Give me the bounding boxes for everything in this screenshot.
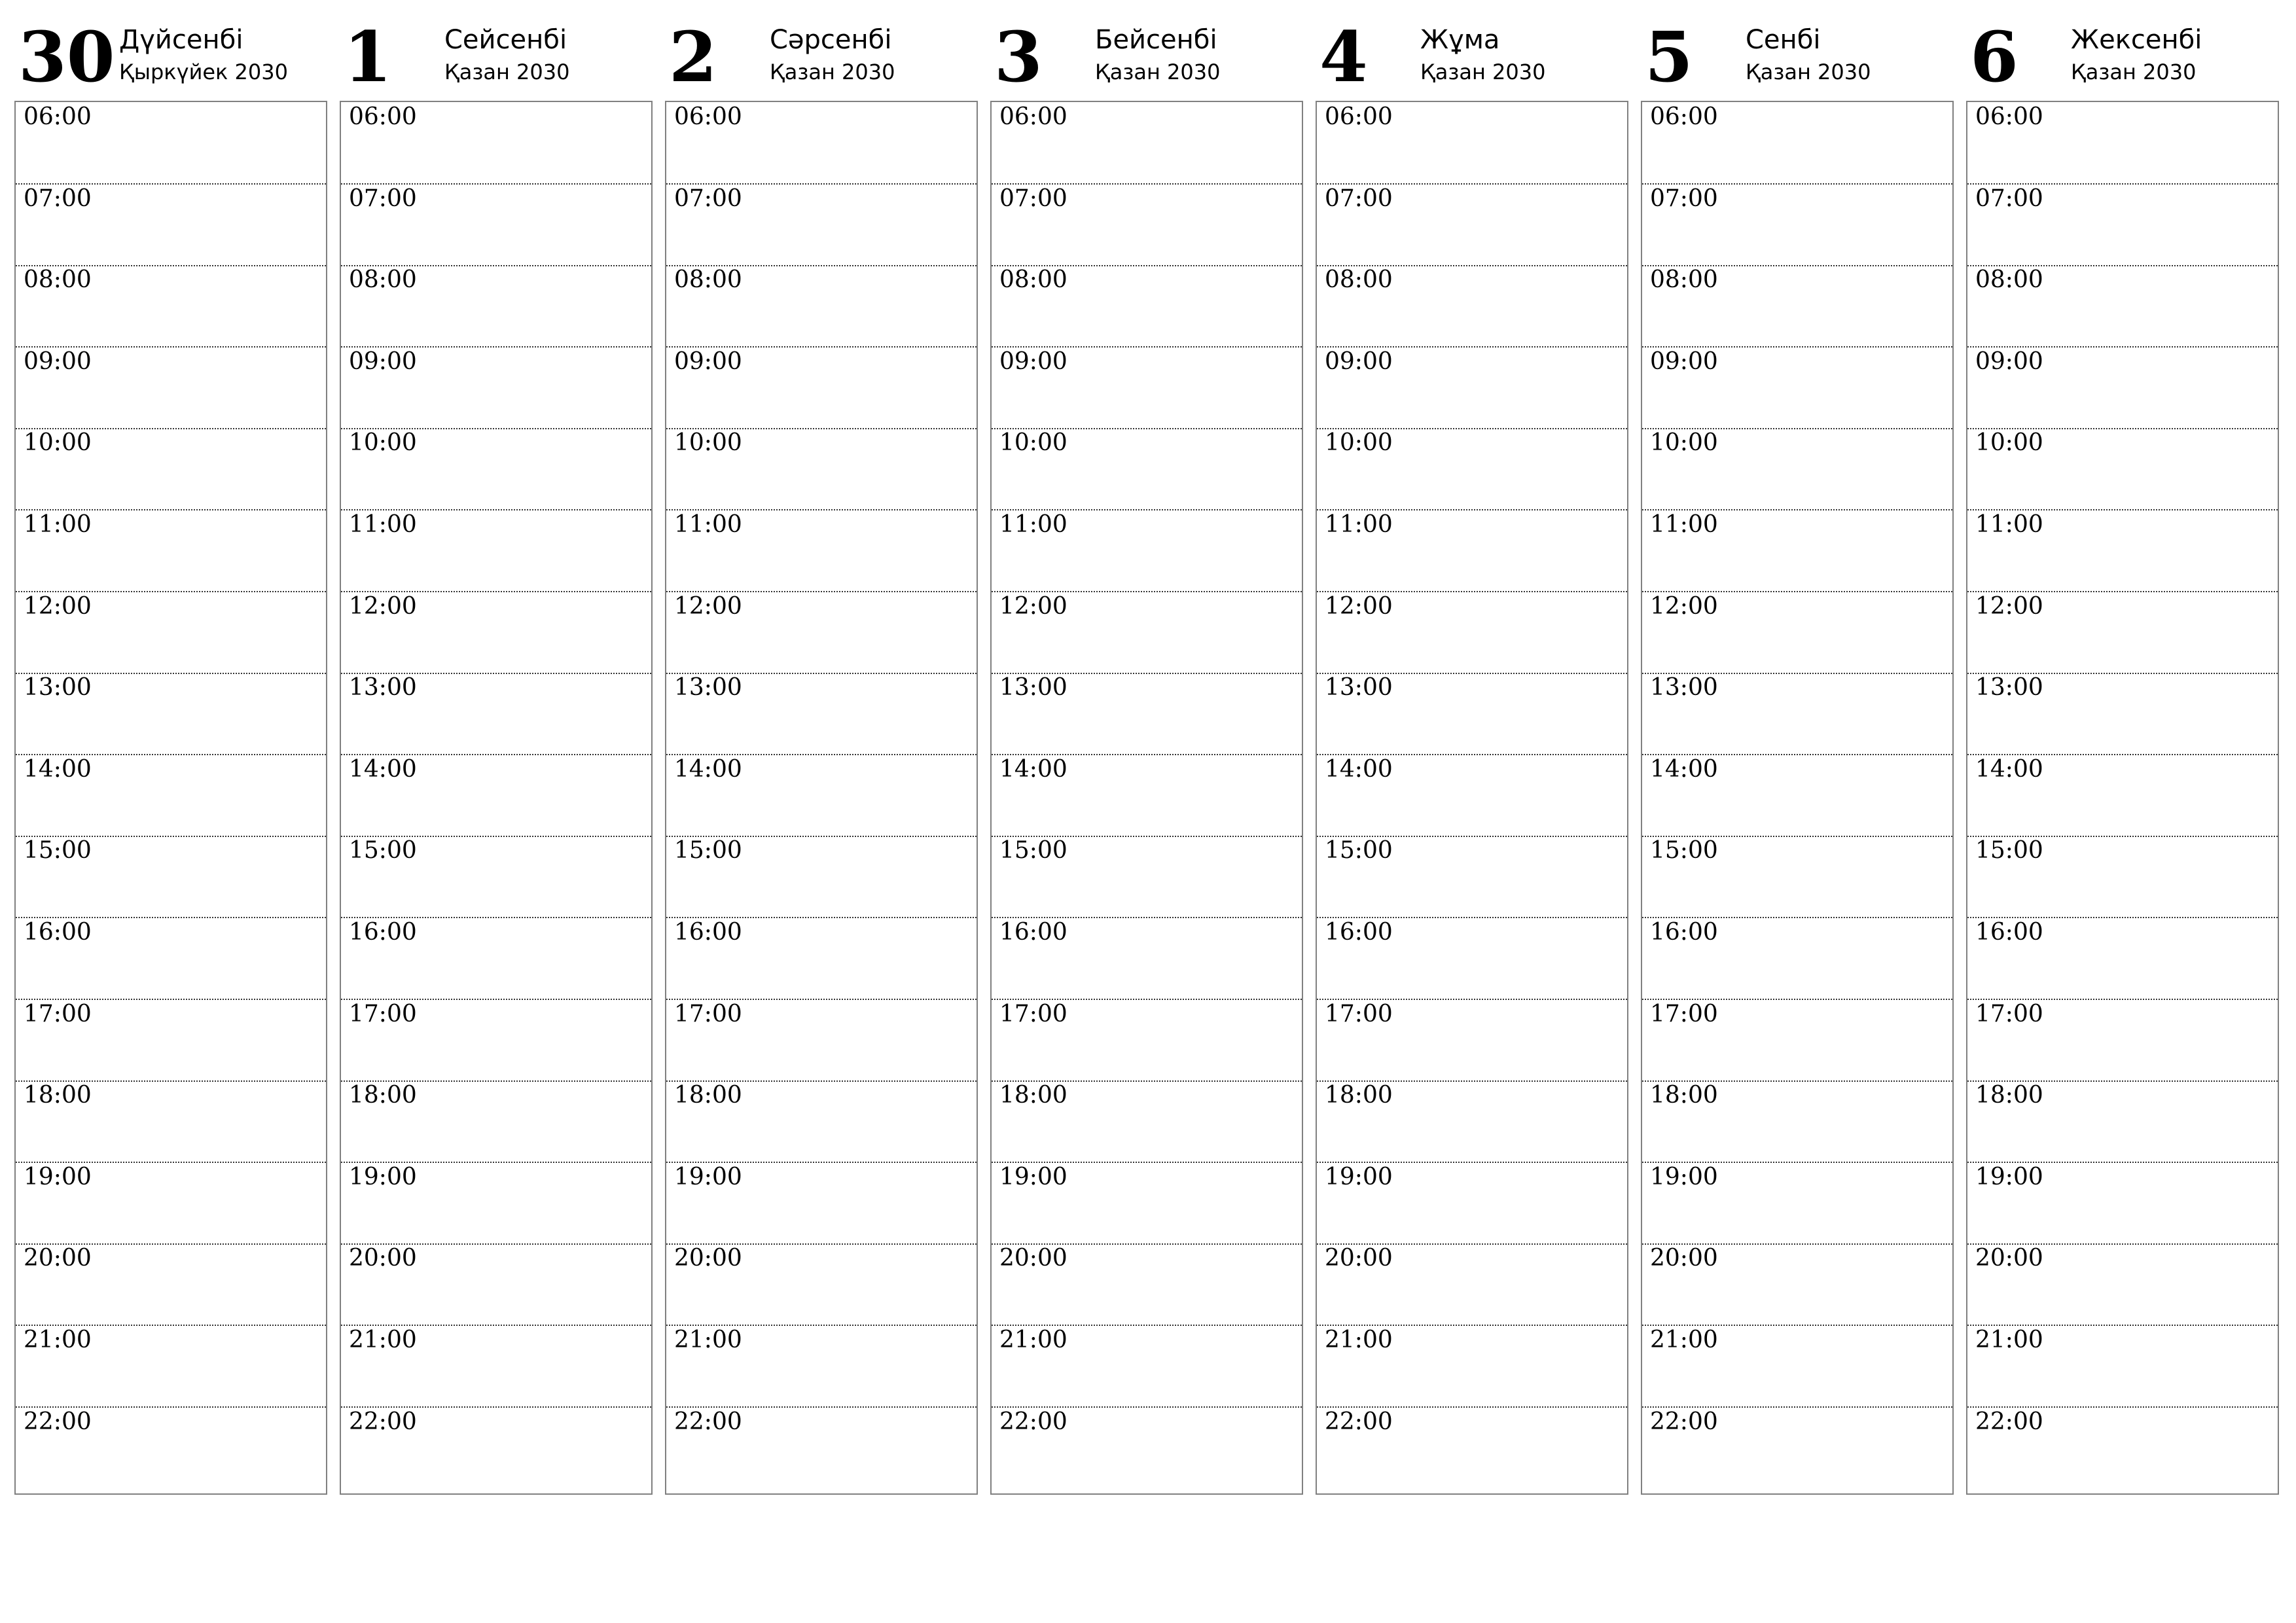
time-slot[interactable]: [1967, 673, 2278, 755]
time-slot[interactable]: [666, 836, 977, 918]
time-label: 06:00: [349, 103, 417, 130]
time-label: 07:00: [674, 185, 742, 212]
time-slot[interactable]: [1317, 592, 1627, 674]
time-label: 13:00: [24, 674, 92, 702]
time-label: 16:00: [24, 919, 92, 946]
time-slot[interactable]: [666, 347, 977, 429]
time-label: 16:00: [1650, 919, 1718, 946]
time-label: 06:00: [674, 103, 742, 130]
time-slot[interactable]: [992, 347, 1302, 429]
time-slot[interactable]: [341, 592, 651, 674]
time-slot[interactable]: [341, 999, 651, 1082]
time-label: 13:00: [999, 674, 1067, 702]
day-month-year: Қазан 2030: [2071, 60, 2197, 84]
time-label: 14:00: [1650, 755, 1718, 783]
time-slot[interactable]: [992, 836, 1302, 918]
time-slot[interactable]: [992, 1325, 1302, 1408]
time-label: 13:00: [1650, 674, 1718, 702]
time-label: 12:00: [1975, 592, 2043, 620]
time-label: 12:00: [349, 592, 417, 620]
time-label: 12:00: [674, 592, 742, 620]
time-label: 20:00: [349, 1245, 417, 1272]
time-label: 18:00: [24, 1082, 92, 1109]
time-label: 10:00: [999, 429, 1067, 457]
time-label: 09:00: [674, 348, 742, 375]
day-month-year: Қазан 2030: [1420, 60, 1546, 84]
time-slot[interactable]: [992, 102, 1302, 185]
day-name: Сенбі: [1746, 25, 1821, 55]
time-slot[interactable]: [341, 428, 651, 510]
time-label: 17:00: [1325, 1000, 1393, 1027]
time-label: 10:00: [349, 429, 417, 457]
time-label: 17:00: [999, 1000, 1067, 1027]
time-slot[interactable]: [1967, 755, 2278, 837]
time-slot[interactable]: [1642, 836, 1952, 918]
time-label: 19:00: [349, 1163, 417, 1190]
time-label: 21:00: [999, 1327, 1067, 1353]
day-number: 2: [669, 16, 717, 98]
time-slot[interactable]: [1317, 265, 1627, 348]
time-label: 15:00: [1325, 837, 1393, 865]
time-slot[interactable]: [16, 510, 326, 592]
time-slot[interactable]: [1317, 1162, 1627, 1245]
time-slot[interactable]: [992, 918, 1302, 1000]
time-slot[interactable]: [1317, 184, 1627, 266]
time-label: 09:00: [1975, 348, 2043, 375]
time-label: 09:00: [1325, 348, 1393, 375]
day-column: [665, 0, 978, 1499]
time-label: 21:00: [1325, 1327, 1393, 1353]
time-slot[interactable]: [992, 1080, 1302, 1163]
day-schedule-box[interactable]: [1966, 101, 2279, 1495]
time-label: 10:00: [24, 429, 92, 457]
time-slot[interactable]: [16, 265, 326, 348]
time-label: 11:00: [1325, 511, 1393, 538]
day-schedule-box[interactable]: [1641, 101, 1954, 1495]
time-label: 07:00: [1325, 185, 1393, 212]
time-slot[interactable]: [16, 836, 326, 918]
time-slot[interactable]: [1317, 999, 1627, 1082]
time-slot[interactable]: [1967, 428, 2278, 510]
day-header: [665, 0, 978, 101]
time-label: 20:00: [1325, 1245, 1393, 1272]
time-label: 17:00: [1650, 1000, 1718, 1027]
time-slot[interactable]: [341, 673, 651, 755]
time-label: 15:00: [999, 837, 1067, 865]
time-label: 06:00: [1650, 103, 1718, 130]
time-label: 22:00: [1325, 1408, 1393, 1435]
time-label: 17:00: [24, 1000, 92, 1027]
time-label: 18:00: [1650, 1082, 1718, 1109]
time-label: 12:00: [24, 592, 92, 620]
time-label: 19:00: [1325, 1163, 1393, 1190]
time-label: 22:00: [24, 1408, 92, 1435]
time-label: 19:00: [674, 1163, 742, 1190]
day-number: 4: [1319, 16, 1368, 98]
time-label: 07:00: [999, 185, 1067, 212]
time-label: 17:00: [349, 1000, 417, 1027]
time-slot[interactable]: [1317, 1325, 1627, 1408]
time-label: 10:00: [1650, 429, 1718, 457]
weekly-planner: [14, 0, 2292, 1505]
time-slot[interactable]: [1967, 184, 2278, 266]
time-slot[interactable]: [1642, 510, 1952, 592]
time-slot[interactable]: [1967, 1080, 2278, 1163]
day-name: Жексенбі: [2071, 25, 2202, 55]
day-number: 5: [1645, 16, 1693, 98]
time-slot[interactable]: [1967, 836, 2278, 918]
time-slot[interactable]: [16, 918, 326, 1000]
time-slot[interactable]: [16, 184, 326, 266]
time-slot[interactable]: [992, 673, 1302, 755]
day-header: [340, 0, 653, 101]
time-slot[interactable]: [341, 347, 651, 429]
time-slot[interactable]: [1642, 102, 1952, 185]
time-label: 21:00: [674, 1327, 742, 1353]
time-slot[interactable]: [1317, 1080, 1627, 1163]
time-label: 20:00: [674, 1245, 742, 1272]
time-label: 06:00: [999, 103, 1067, 130]
time-slot[interactable]: [16, 592, 326, 674]
time-label: 08:00: [24, 266, 92, 294]
time-slot[interactable]: [1967, 1243, 2278, 1326]
time-slot[interactable]: [16, 999, 326, 1082]
day-number: 6: [1970, 16, 2018, 98]
day-name: Сейсенбі: [444, 25, 567, 55]
time-slot[interactable]: [1967, 347, 2278, 429]
time-slot[interactable]: [666, 755, 977, 837]
day-month-year: Қазан 2030: [1746, 60, 1871, 84]
time-label: 14:00: [999, 755, 1067, 783]
time-slot[interactable]: [16, 1080, 326, 1163]
day-schedule-box[interactable]: [990, 101, 1303, 1495]
time-slot[interactable]: [16, 673, 326, 755]
time-slot[interactable]: [666, 1325, 977, 1408]
time-label: 09:00: [24, 348, 92, 375]
day-column: [1966, 0, 2279, 1499]
day-header: [1316, 0, 1628, 101]
time-slot[interactable]: [992, 1162, 1302, 1245]
time-slot[interactable]: [1317, 428, 1627, 510]
time-slot[interactable]: [1642, 755, 1952, 837]
day-name: Сәрсенбі: [770, 25, 892, 55]
time-label: 22:00: [674, 1408, 742, 1435]
time-slot[interactable]: [666, 1407, 977, 1488]
time-slot[interactable]: [992, 510, 1302, 592]
time-slot[interactable]: [16, 347, 326, 429]
time-label: 14:00: [1325, 755, 1393, 783]
time-label: 17:00: [674, 1000, 742, 1027]
time-slot[interactable]: [16, 428, 326, 510]
day-month-year: Қыркүйек 2030: [119, 60, 288, 84]
time-label: 20:00: [1650, 1245, 1718, 1272]
time-slot[interactable]: [341, 1080, 651, 1163]
time-slot[interactable]: [1642, 1162, 1952, 1245]
day-column: [1316, 0, 1628, 1499]
time-slot[interactable]: [16, 1325, 326, 1408]
time-label: 16:00: [999, 919, 1067, 946]
day-header: [1641, 0, 1954, 101]
time-slot[interactable]: [1967, 265, 2278, 348]
time-label: 08:00: [349, 266, 417, 294]
time-label: 21:00: [349, 1327, 417, 1353]
time-label: 08:00: [1975, 266, 2043, 294]
time-slot[interactable]: [1642, 1407, 1952, 1488]
time-label: 21:00: [1650, 1327, 1718, 1353]
time-label: 18:00: [1325, 1082, 1393, 1109]
day-number: 3: [994, 16, 1043, 98]
time-slot[interactable]: [1317, 1243, 1627, 1326]
time-slot[interactable]: [666, 1162, 977, 1245]
time-slot[interactable]: [666, 592, 977, 674]
day-name: Жұма: [1420, 25, 1500, 55]
time-label: 07:00: [1975, 185, 2043, 212]
time-slot[interactable]: [1642, 673, 1952, 755]
time-label: 08:00: [999, 266, 1067, 294]
time-slot[interactable]: [1317, 510, 1627, 592]
day-column: [14, 0, 327, 1499]
time-slot[interactable]: [1317, 918, 1627, 1000]
time-slot[interactable]: [666, 510, 977, 592]
time-slot[interactable]: [341, 918, 651, 1000]
time-label: 14:00: [674, 755, 742, 783]
time-slot[interactable]: [666, 1243, 977, 1326]
day-column: [1641, 0, 1954, 1499]
time-label: 11:00: [999, 511, 1067, 538]
time-slot[interactable]: [1967, 999, 2278, 1082]
time-slot[interactable]: [992, 265, 1302, 348]
time-label: 13:00: [674, 674, 742, 702]
time-label: 06:00: [24, 103, 92, 130]
time-slot[interactable]: [1642, 1243, 1952, 1326]
time-slot[interactable]: [16, 1407, 326, 1488]
day-column: [340, 0, 653, 1499]
time-slot[interactable]: [16, 102, 326, 185]
day-name: Дүйсенбі: [119, 25, 243, 55]
time-label: 12:00: [999, 592, 1067, 620]
time-slot[interactable]: [1642, 918, 1952, 1000]
time-slot[interactable]: [1642, 428, 1952, 510]
time-slot[interactable]: [1967, 1407, 2278, 1488]
time-label: 15:00: [674, 837, 742, 865]
time-label: 09:00: [1650, 348, 1718, 375]
time-label: 20:00: [1975, 1245, 2043, 1272]
time-label: 19:00: [1650, 1163, 1718, 1190]
time-slot[interactable]: [992, 1407, 1302, 1488]
time-slot[interactable]: [1967, 918, 2278, 1000]
time-label: 07:00: [1650, 185, 1718, 212]
time-slot[interactable]: [1317, 347, 1627, 429]
time-slot[interactable]: [666, 918, 977, 1000]
day-schedule-box[interactable]: [340, 101, 653, 1495]
time-label: 11:00: [24, 511, 92, 538]
day-month-year: Қазан 2030: [444, 60, 570, 84]
time-label: 13:00: [1325, 674, 1393, 702]
time-slot[interactable]: [16, 755, 326, 837]
time-slot[interactable]: [992, 428, 1302, 510]
day-number: 30: [18, 16, 115, 98]
time-slot[interactable]: [1317, 102, 1627, 185]
time-label: 14:00: [349, 755, 417, 783]
time-label: 15:00: [24, 837, 92, 865]
time-label: 16:00: [674, 919, 742, 946]
time-slot[interactable]: [666, 265, 977, 348]
time-slot[interactable]: [1642, 184, 1952, 266]
time-slot[interactable]: [666, 102, 977, 185]
time-label: 21:00: [24, 1327, 92, 1353]
time-label: 19:00: [1975, 1163, 2043, 1190]
time-label: 11:00: [1650, 511, 1718, 538]
time-label: 18:00: [674, 1082, 742, 1109]
time-label: 10:00: [1325, 429, 1393, 457]
time-label: 20:00: [999, 1245, 1067, 1272]
time-label: 07:00: [24, 185, 92, 212]
time-slot[interactable]: [1642, 999, 1952, 1082]
time-slot[interactable]: [992, 592, 1302, 674]
time-label: 08:00: [674, 266, 742, 294]
time-label: 08:00: [1650, 266, 1718, 294]
time-slot[interactable]: [666, 428, 977, 510]
time-label: 15:00: [1975, 837, 2043, 865]
time-slot[interactable]: [1967, 592, 2278, 674]
time-slot[interactable]: [666, 184, 977, 266]
time-slot[interactable]: [341, 184, 651, 266]
time-label: 10:00: [674, 429, 742, 457]
time-label: 16:00: [1325, 919, 1393, 946]
time-label: 20:00: [24, 1245, 92, 1272]
time-label: 11:00: [349, 511, 417, 538]
time-label: 06:00: [1975, 103, 2043, 130]
time-slot[interactable]: [992, 184, 1302, 266]
day-number: 1: [344, 16, 392, 98]
time-label: 22:00: [349, 1408, 417, 1435]
time-label: 21:00: [1975, 1327, 2043, 1353]
time-label: 14:00: [1975, 755, 2043, 783]
time-slot[interactable]: [1317, 755, 1627, 837]
time-slot[interactable]: [1642, 265, 1952, 348]
time-label: 14:00: [24, 755, 92, 783]
day-schedule-box[interactable]: [1316, 101, 1628, 1495]
time-label: 22:00: [1975, 1408, 2043, 1435]
time-slot[interactable]: [1317, 673, 1627, 755]
time-slot[interactable]: [1967, 1325, 2278, 1408]
time-slot[interactable]: [992, 755, 1302, 837]
time-slot[interactable]: [341, 755, 651, 837]
time-label: 10:00: [1975, 429, 2043, 457]
time-label: 13:00: [349, 674, 417, 702]
day-header: [1966, 0, 2279, 101]
day-schedule-box[interactable]: [14, 101, 327, 1495]
time-label: 17:00: [1975, 1000, 2043, 1027]
time-slot[interactable]: [1967, 1162, 2278, 1245]
time-label: 18:00: [1975, 1082, 2043, 1109]
time-slot[interactable]: [1967, 510, 2278, 592]
time-slot[interactable]: [341, 102, 651, 185]
time-label: 18:00: [999, 1082, 1067, 1109]
time-slot[interactable]: [341, 1243, 651, 1326]
time-label: 19:00: [999, 1163, 1067, 1190]
time-label: 22:00: [1650, 1408, 1718, 1435]
time-slot[interactable]: [1642, 592, 1952, 674]
time-slot[interactable]: [992, 1243, 1302, 1326]
time-label: 11:00: [1975, 511, 2043, 538]
time-slot[interactable]: [666, 673, 977, 755]
time-label: 07:00: [349, 185, 417, 212]
time-label: 15:00: [349, 837, 417, 865]
time-slot[interactable]: [666, 999, 977, 1082]
time-label: 13:00: [1975, 674, 2043, 702]
time-slot[interactable]: [1317, 1407, 1627, 1488]
time-label: 09:00: [999, 348, 1067, 375]
time-slot[interactable]: [16, 1243, 326, 1326]
time-label: 18:00: [349, 1082, 417, 1109]
time-slot[interactable]: [1642, 1080, 1952, 1163]
time-label: 22:00: [999, 1408, 1067, 1435]
day-header: [14, 0, 327, 101]
time-label: 06:00: [1325, 103, 1393, 130]
time-slot[interactable]: [666, 1080, 977, 1163]
time-slot[interactable]: [1642, 1325, 1952, 1408]
time-label: 16:00: [1975, 919, 2043, 946]
time-label: 11:00: [674, 511, 742, 538]
time-slot[interactable]: [341, 1407, 651, 1488]
time-label: 12:00: [1650, 592, 1718, 620]
day-schedule-box[interactable]: [665, 101, 978, 1495]
time-slot[interactable]: [341, 836, 651, 918]
time-label: 12:00: [1325, 592, 1393, 620]
time-slot[interactable]: [1642, 347, 1952, 429]
time-slot[interactable]: [1967, 102, 2278, 185]
time-slot[interactable]: [1317, 836, 1627, 918]
day-month-year: Қазан 2030: [770, 60, 895, 84]
time-label: 16:00: [349, 919, 417, 946]
time-slot[interactable]: [341, 510, 651, 592]
day-name: Бейсенбі: [1095, 25, 1217, 55]
time-label: 19:00: [24, 1163, 92, 1190]
time-label: 08:00: [1325, 266, 1393, 294]
time-slot[interactable]: [341, 265, 651, 348]
day-header: [990, 0, 1303, 101]
time-slot[interactable]: [341, 1162, 651, 1245]
time-slot[interactable]: [341, 1325, 651, 1408]
day-month-year: Қазан 2030: [1095, 60, 1221, 84]
time-label: 15:00: [1650, 837, 1718, 865]
time-label: 09:00: [349, 348, 417, 375]
day-column: [990, 0, 1303, 1499]
time-slot[interactable]: [16, 1162, 326, 1245]
time-slot[interactable]: [992, 999, 1302, 1082]
